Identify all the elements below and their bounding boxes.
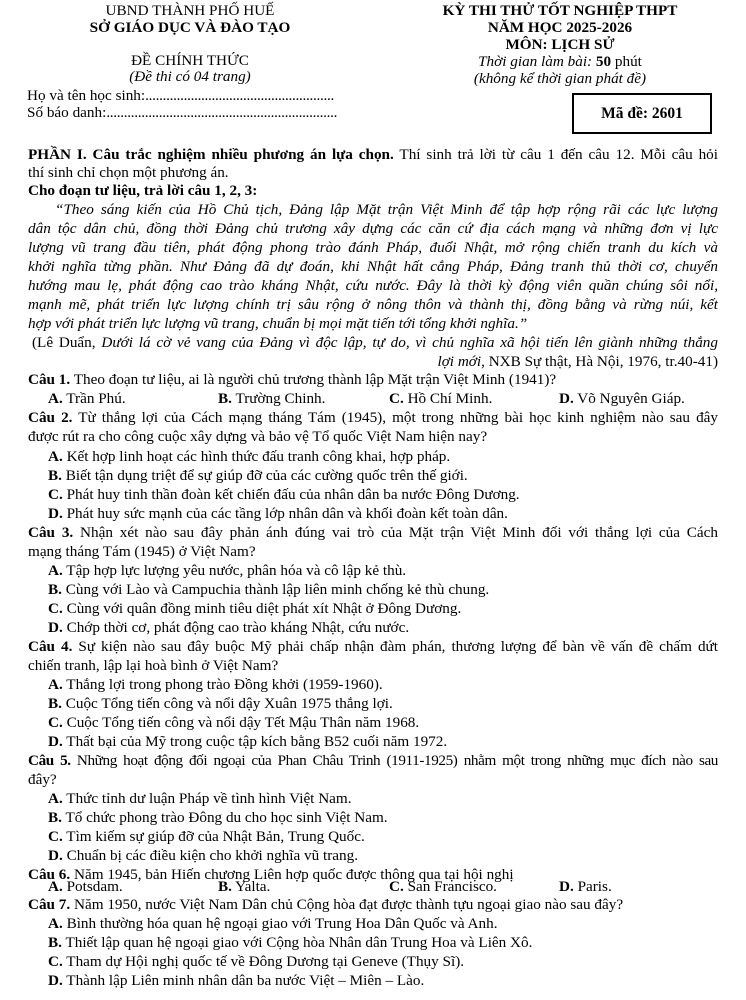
student-id-label: Số báo danh: — [27, 104, 107, 121]
citation-line-2 — [28, 352, 718, 371]
exam-code-box — [572, 93, 712, 134]
option-letter: B. — [218, 390, 232, 407]
option-6c[interactable] — [389, 877, 497, 896]
option-letter: A. — [48, 562, 63, 579]
student-name-field[interactable] — [27, 87, 334, 104]
option-5c[interactable] — [48, 827, 718, 846]
option-text: Võ Nguyên Giáp. — [573, 390, 685, 407]
question-label: Câu 3. — [28, 524, 74, 541]
pages-note: (Đề thi có 04 trang) — [129, 68, 251, 85]
option-3c[interactable] — [48, 599, 718, 618]
question-5 — [28, 751, 718, 770]
question-text-cont: được rút ra cho công cuộc xây dựng và bảo vệ Tổ quốc Việt Nam hiện nay? — [28, 428, 488, 445]
question-text: Từ thắng lợi của Cách mạng tháng Tám (1945), một trong những bài học kinh nghiệm nào sau đây — [72, 409, 718, 426]
option-letter: D. — [559, 878, 574, 895]
option-letter: D. — [48, 619, 63, 636]
option-text: Thiết lập quan hệ ngoại giao với Cộng hòa Nhân dân Trung Hoa và Liên Xô. — [61, 934, 533, 951]
time-label: Thời gian làm bài: — [478, 53, 596, 70]
option-text: Bình thường hóa quan hệ ngoại giao với Trung Hoa Dân Quốc và Anh. — [62, 915, 498, 932]
option-letter: D. — [48, 505, 63, 522]
question-7 — [28, 895, 718, 914]
option-4c[interactable] — [48, 713, 718, 732]
part1-instruction-1: Thí sinh trả lời từ câu 1 đến câu 12. Mỗi câu hỏi — [393, 146, 718, 163]
option-3a[interactable] — [48, 561, 718, 580]
option-4d[interactable] — [48, 732, 718, 751]
option-letter: D. — [559, 390, 574, 407]
option-3b[interactable] — [48, 580, 718, 599]
option-5d[interactable] — [48, 846, 718, 865]
option-letter: C. — [389, 878, 404, 895]
option-4a[interactable] — [48, 675, 718, 694]
option-text: Tham dự Hội nghị quốc tế về Đông Dương tại Geneve (Thụy Sĩ). — [62, 953, 465, 970]
option-letter: B. — [48, 467, 62, 484]
option-7a[interactable] — [48, 914, 718, 933]
question-3 — [28, 523, 718, 542]
option-7d[interactable] — [48, 971, 718, 990]
option-text: Cùng với Lào và Campuchia thành lập liên minh chống kẻ thù chung. — [61, 581, 490, 598]
option-letter: A. — [48, 448, 63, 465]
option-letter: C. — [48, 600, 63, 617]
option-6b[interactable] — [218, 877, 270, 896]
option-7c[interactable] — [48, 952, 718, 971]
option-6d[interactable] — [559, 877, 612, 896]
option-text: Tập hợp lực lượng yêu nước, phân hóa và cô lập kẻ thù. — [62, 562, 407, 579]
option-text: Chớp thời cơ, phát động cao trào kháng Nhật, cứu nước. — [62, 619, 410, 636]
question-2 — [28, 408, 718, 427]
option-7b[interactable] — [48, 933, 718, 952]
question-label: Câu 7. — [28, 896, 71, 913]
school-year: NĂM HỌC 2025-2026 — [487, 19, 633, 36]
question-label: Câu 2. — [28, 409, 73, 426]
option-2b[interactable] — [48, 466, 718, 485]
student-id-field[interactable] — [27, 104, 337, 121]
issuing-authority: UBND THÀNH PHỐ HUẾ — [105, 2, 275, 19]
option-text: Thức tỉnh dư luận Pháp về tình hình Việt Nam. — [62, 790, 352, 807]
option-text: Hồ Chí Minh. — [403, 390, 493, 407]
student-id-dots: .................................................................. — [106, 104, 338, 121]
question-text-cont: mạng tháng Tám (1945) ở Việt Nam? — [28, 543, 256, 560]
question-text: Những hoạt động đối ngoại của Phan Châu Trinh (1911-1925) nhằm một trong những mục đích nào sau — [70, 752, 718, 769]
passage-line: khởi nghĩa từng phần. Như Đảng đã dự đoán, khi Nhật hất cẳng Pháp, Đảng tranh thủ thời cơ, chuyển — [28, 258, 718, 275]
citation-line-1 — [32, 333, 718, 352]
option-text: Tổ chức phong trào Đông du cho học sinh Việt Nam. — [61, 809, 388, 826]
option-4b[interactable] — [48, 694, 718, 713]
question-1 — [28, 370, 718, 389]
exam-title: KỲ THI THỬ TỐT NGHIỆP THPT — [442, 2, 678, 19]
option-text: Trần Phú. — [62, 390, 126, 407]
exam-code: Mã đề: 2601 — [601, 104, 683, 122]
option-letter: B. — [48, 581, 62, 598]
part1-heading — [28, 145, 718, 164]
citation-title-2: lợi mới — [437, 353, 482, 370]
question-text-cont: chiến tranh, lập lại hoà bình ở Việt Nam? — [28, 657, 279, 674]
option-text: Trường Chinh. — [231, 390, 326, 407]
passage-line: mạnh mẽ, phát triển lực lượng chính trị sâu rộng ở nông thôn và thành thị, đồng bằng và rừng núi, kết — [28, 296, 718, 313]
option-letter: A. — [48, 878, 63, 895]
option-text: Potsdam. — [62, 878, 123, 895]
option-3d[interactable] — [48, 618, 718, 637]
option-letter: D. — [48, 847, 63, 864]
passage-line: dân tộc dân chủ, đồng thời Đảng chủ trương xây dựng các căn cứ địa cách mạng và những đơn vị lực — [28, 220, 718, 237]
student-name-label: Họ và tên học sinh: — [27, 87, 146, 104]
option-letter: C. — [48, 714, 63, 731]
option-letter: B. — [48, 809, 62, 826]
option-text: Cuộc Tổng tiến công và nổi dậy Tết Mậu Thân năm 1968. — [62, 714, 420, 731]
passage-line: hợp với phát triển lực lượng vũ trang, chuẩn bị mọi mặt tiến tới tổng khởi nghĩa.” — [28, 315, 528, 332]
question-text: Nhận xét nào sau đây phản ánh đúng vai trò của Mặt trận Việt Minh đối với thắng lợi của Cách — [73, 524, 718, 541]
time-note: (không kể thời gian phát đề) — [473, 70, 647, 87]
question-text: Năm 1945, bản Hiến chương Liên hợp quốc được thông qua tại hội nghị — [70, 866, 514, 883]
option-1b[interactable] — [218, 389, 325, 408]
time-value: 50 — [595, 53, 612, 70]
time-unit: phút — [611, 53, 642, 70]
option-text: Thắng lợi trong phong trào Đồng khởi (1959-1960). — [62, 676, 383, 693]
option-letter: B. — [48, 695, 62, 712]
option-letter: C. — [389, 390, 404, 407]
time-limit — [395, 53, 725, 70]
question-text: Năm 1950, nước Việt Nam Dân chủ Cộng hòa đạt được thành tựu ngoại giao nào sau đây? — [70, 896, 624, 913]
option-letter: A. — [48, 390, 63, 407]
question-label: Câu 6. — [28, 866, 71, 883]
option-text: Tìm kiếm sự giúp đỡ của Nhật Bản, Trung Quốc. — [62, 828, 365, 845]
option-text: Thất bại của Mỹ trong cuộc tập kích bằng B52 cuối năm 1972. — [62, 733, 448, 750]
option-text: Thành lập Liên minh nhân dân ba nước Việt – Miên – Lào. — [62, 972, 425, 989]
option-letter: A. — [48, 915, 63, 932]
option-2d[interactable] — [48, 504, 718, 523]
passage-intro: Cho đoạn tư liệu, trả lời câu 1, 2, 3: — [28, 182, 258, 199]
option-5a[interactable] — [48, 789, 718, 808]
option-1d[interactable] — [559, 389, 685, 408]
option-letter: B. — [218, 878, 232, 895]
option-letter: C. — [48, 953, 63, 970]
option-5b[interactable] — [48, 808, 718, 827]
question-label: Câu 1. — [28, 371, 71, 388]
citation-title-1: Dưới lá cờ vẻ vang của Đảng vì độc lập, tự do, vì chủ nghĩa xã hội tiến lên giành những thắng — [101, 334, 718, 351]
subject: MÔN: LỊCH SỬ — [505, 36, 615, 53]
option-letter: B. — [48, 934, 62, 951]
department-name: SỞ GIÁO DỤC VÀ ĐÀO TẠO — [89, 19, 291, 36]
question-label: Câu 5. — [28, 752, 71, 769]
option-letter: D. — [48, 972, 63, 989]
part1-title: PHẦN I. Câu trắc nghiệm nhiều phương án lựa chọn. — [28, 146, 394, 163]
citation-open: (Lê Duẩn, — [32, 334, 102, 351]
option-2a[interactable] — [48, 447, 718, 466]
option-text: Phát huy sức mạnh của các tầng lớp nhân dân và khối đoàn kết toàn dân. — [62, 505, 508, 522]
question-text-cont: đây? — [28, 771, 57, 788]
option-text: Yalta. — [231, 878, 271, 895]
option-1a[interactable] — [48, 389, 126, 408]
question-text: Theo đoạn tư liệu, ai là người chủ trương thành lập Mặt trận Việt Minh (1941)? — [70, 371, 557, 388]
student-name-dots: ...................................................... — [145, 87, 334, 104]
passage-line: “Theo sáng kiến của Hồ Chủ tịch, Đảng lập Mặt trận Việt Minh để tập hợp rộng rãi các lực lượng — [55, 201, 718, 218]
option-letter: D. — [48, 733, 63, 750]
part1-instruction-2: thí sinh chỉ chọn một phương án. — [28, 164, 229, 181]
question-6 — [28, 865, 718, 884]
option-letter: C. — [48, 486, 63, 503]
option-text: Kết hợp linh hoạt các hình thức đấu tranh công khai, hợp pháp. — [62, 448, 451, 465]
option-letter: A. — [48, 790, 63, 807]
passage-line: lượng vũ trang đầu tiên, phát động phong trào đánh Pháp, đuổi Nhật, mở rộng chiến tranh du kích và — [28, 239, 718, 256]
option-6a[interactable] — [48, 877, 123, 896]
option-text: Cùng với quân đồng minh tiêu diệt phát xít Nhật ở Đông Dương. — [62, 600, 462, 617]
citation-rest: , NXB Sự thật, Hà Nội, 1976, tr.40-41) — [481, 353, 718, 370]
official-exam-label: ĐỀ CHÍNH THỨC — [131, 52, 249, 69]
option-text: San Francisco. — [403, 878, 497, 895]
option-letter: C. — [48, 828, 63, 845]
option-1c[interactable] — [389, 389, 492, 408]
option-text: Phát huy tinh thần đoàn kết chiến đấu của nhân dân ba nước Đông Dương. — [62, 486, 520, 503]
option-text: Paris. — [573, 878, 612, 895]
question-text: Sự kiện nào sau đây buộc Mỹ phải chấp nhận đàm phán, thương lượng để bàn về vấn đề chấm dứt — [72, 638, 718, 655]
option-letter: A. — [48, 676, 63, 693]
option-2c[interactable] — [48, 485, 718, 504]
question-4 — [28, 637, 718, 656]
option-text: Biết tận dụng triệt để sự giúp đỡ của các cường quốc trên thế giới. — [61, 467, 468, 484]
passage-line: hướng mau lẹ, phát động cao trào kháng Nhật, cứu nước. Đây là thời kỳ động viên quần chúng sôi nổi, — [28, 277, 718, 294]
option-text: Cuộc Tổng tiến công và nổi dậy Xuân 1975 thắng lợi. — [61, 695, 393, 712]
option-text: Chuẩn bị các điều kiện cho khởi nghĩa vũ trang. — [62, 847, 359, 864]
question-label: Câu 4. — [28, 638, 73, 655]
